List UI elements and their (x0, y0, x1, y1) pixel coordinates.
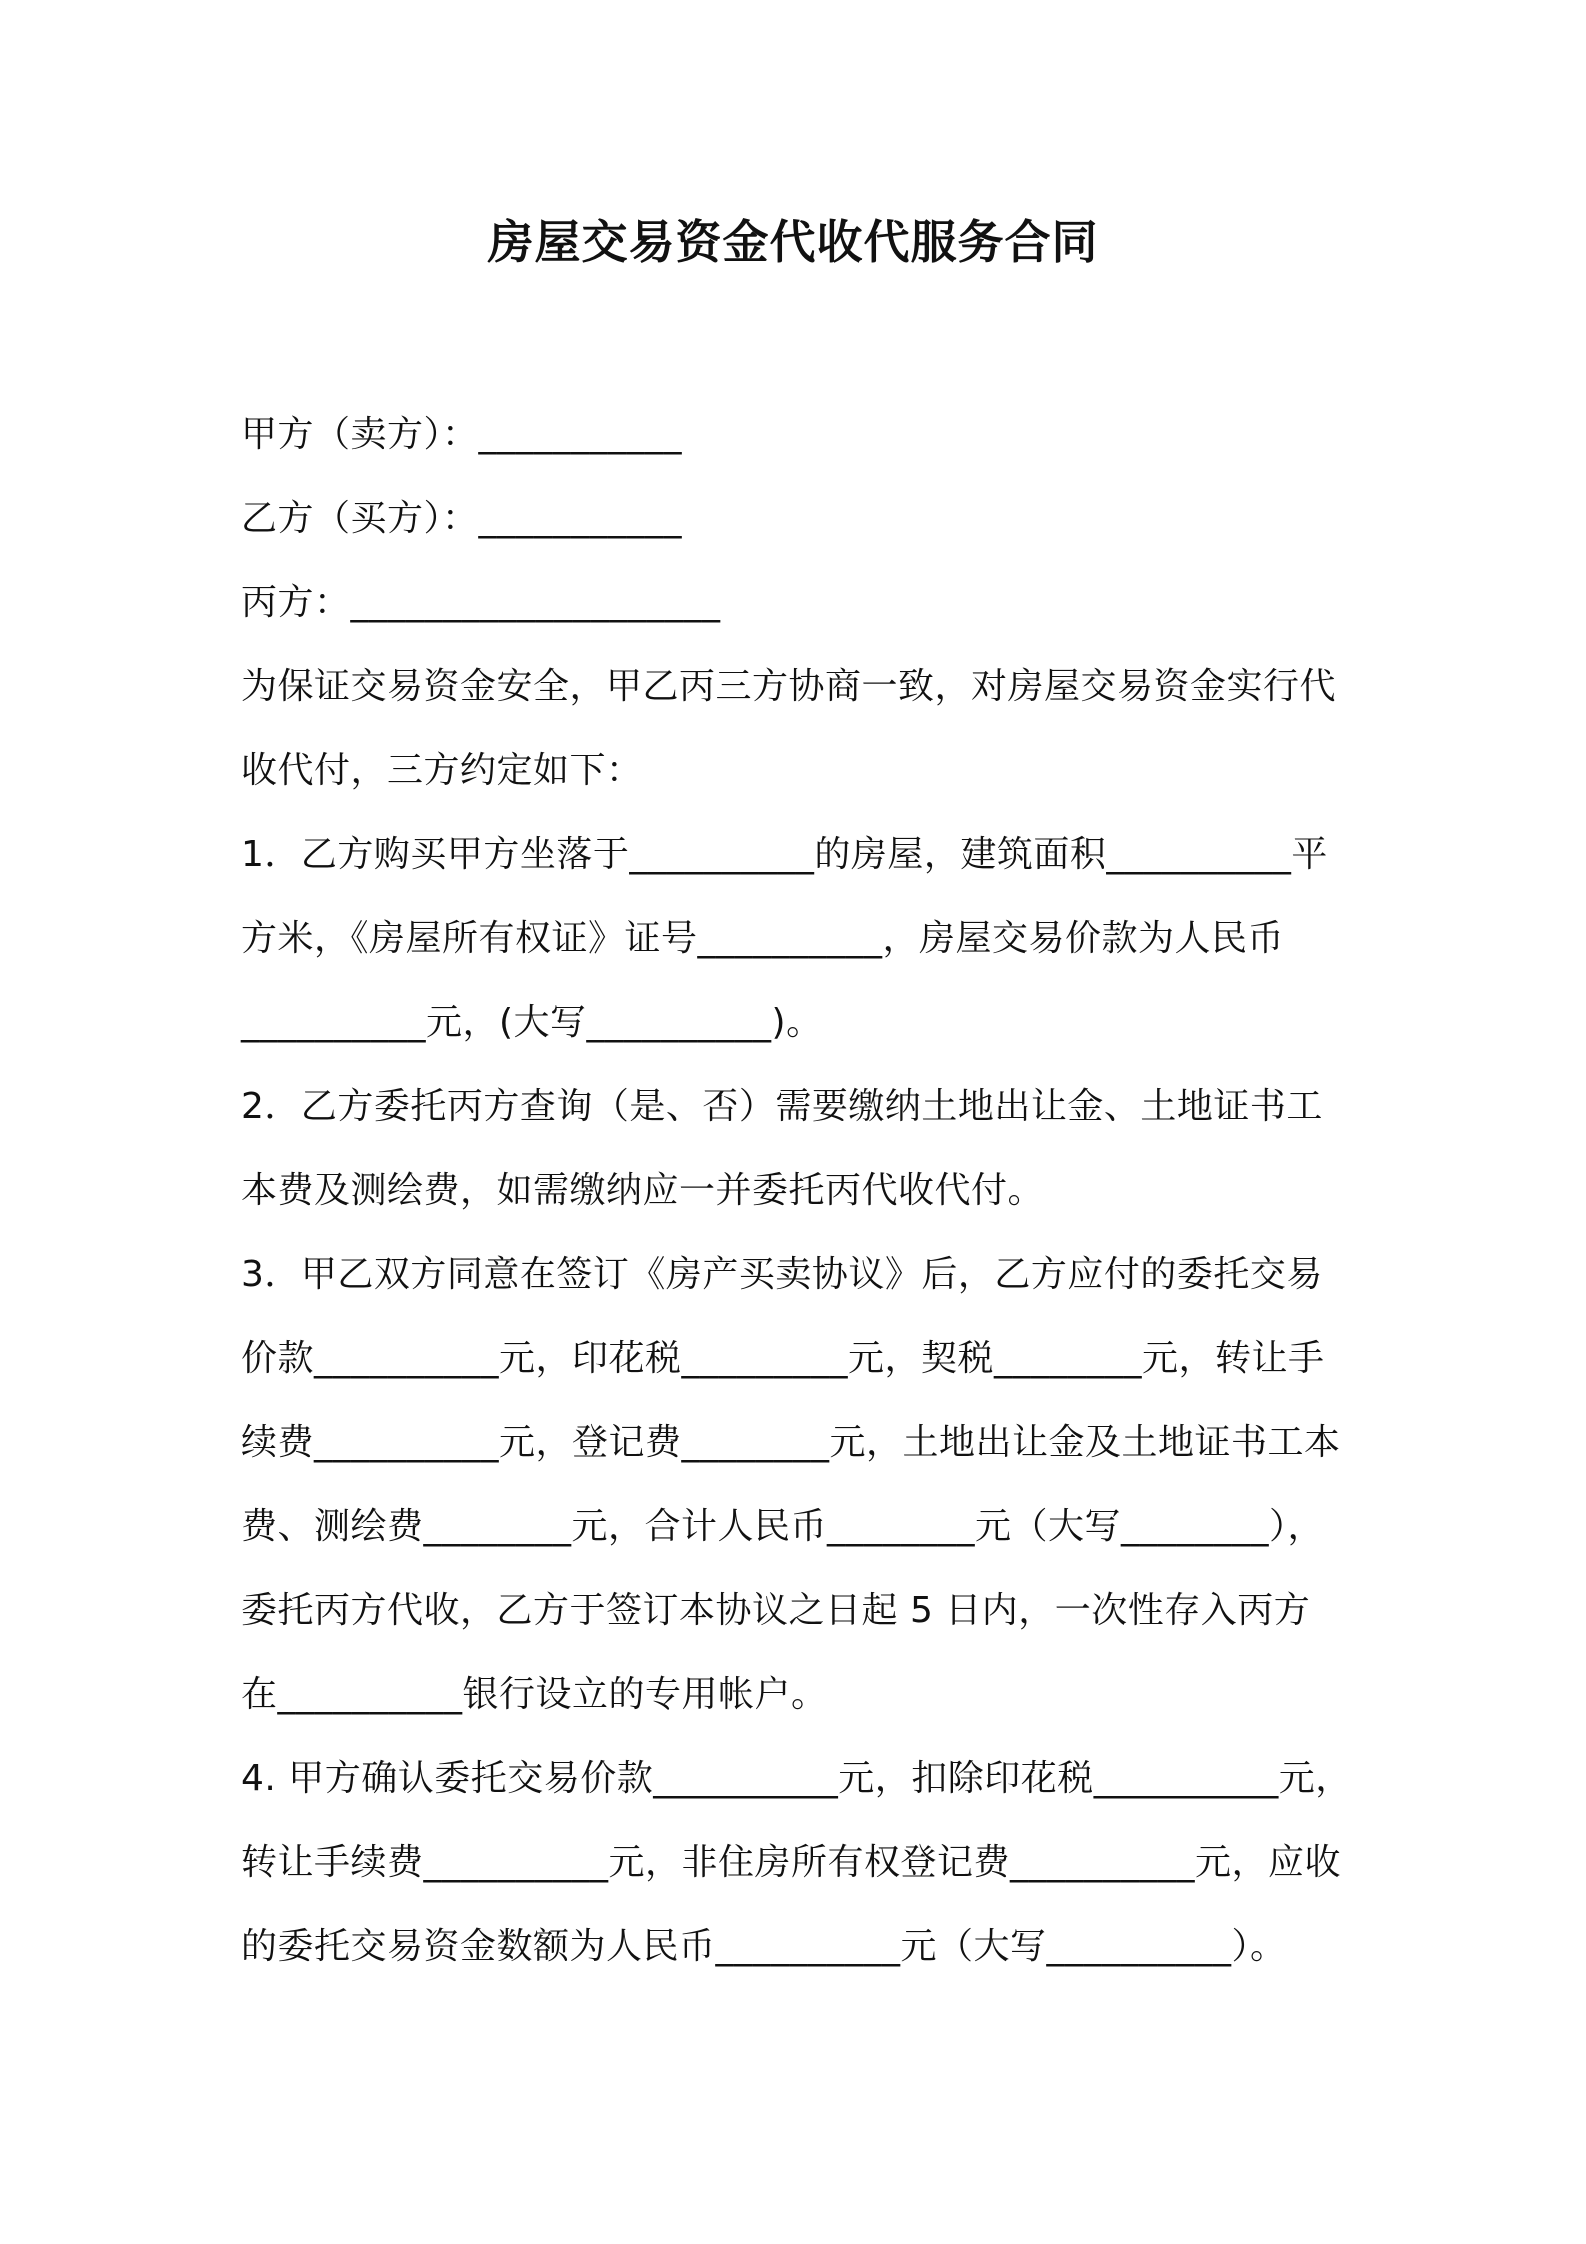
document-title: 房屋交易资金代收代服务合同 (487, 215, 1099, 269)
clause-3-line: 在__________银行设立的专用帐户。 (241, 1674, 828, 1715)
body-text-line: 为保证交易资金安全，甲乙丙三方协商一致，对房屋交易资金实行代 (241, 666, 1337, 707)
clause-2-line: 2．乙方委托丙方查询（是、否）需要缴纳土地出让金、土地证书工 (241, 1086, 1323, 1127)
clause-3-line: 续费__________元，登记费________元，土地出让金及土地证书工本 (241, 1422, 1341, 1463)
party-b-line: 乙方（买方）：___________ (241, 498, 683, 539)
clause-4-line: 转让手续费__________元，非住房所有权登记费__________元，应收 (241, 1842, 1342, 1883)
clause-2-line: 本费及测绘费，如需缴纳应一并委托丙代收代付。 (241, 1170, 1045, 1211)
clause-3-line: 价款__________元，印花税_________元，契税________元，转让手 (241, 1338, 1325, 1379)
clause-4-line: 4. 甲方确认委托交易价款__________元，扣除印花税__________元， (241, 1758, 1352, 1799)
clause-3-line: 费、测绘费________元，合计人民币________元（大写________）， (241, 1506, 1325, 1547)
clause-1-line: 1．乙方购买甲方坐落于__________的房屋，建筑面积__________平 (241, 834, 1328, 875)
party-a-line: 甲方（卖方）：___________ (241, 414, 683, 455)
body-text-line: 收代付，三方约定如下： (241, 750, 643, 791)
party-c-line: 丙方：____________________ (241, 582, 721, 623)
clause-3-line: 3．甲乙双方同意在签订《房产买卖协议》后，乙方应付的委托交易 (241, 1254, 1323, 1295)
clause-1-line: __________元，(大写__________)。 (241, 1002, 823, 1043)
clause-4-line: 的委托交易资金数额为人民币__________元（大写__________）。 (241, 1926, 1287, 1967)
clause-3-line: 委托丙方代收，乙方于签订本协议之日起 5 日内，一次性存入丙方 (241, 1590, 1311, 1631)
clause-1-line: 方米，《房屋所有权证》证号__________，房屋交易价款为人民币 (241, 918, 1285, 959)
